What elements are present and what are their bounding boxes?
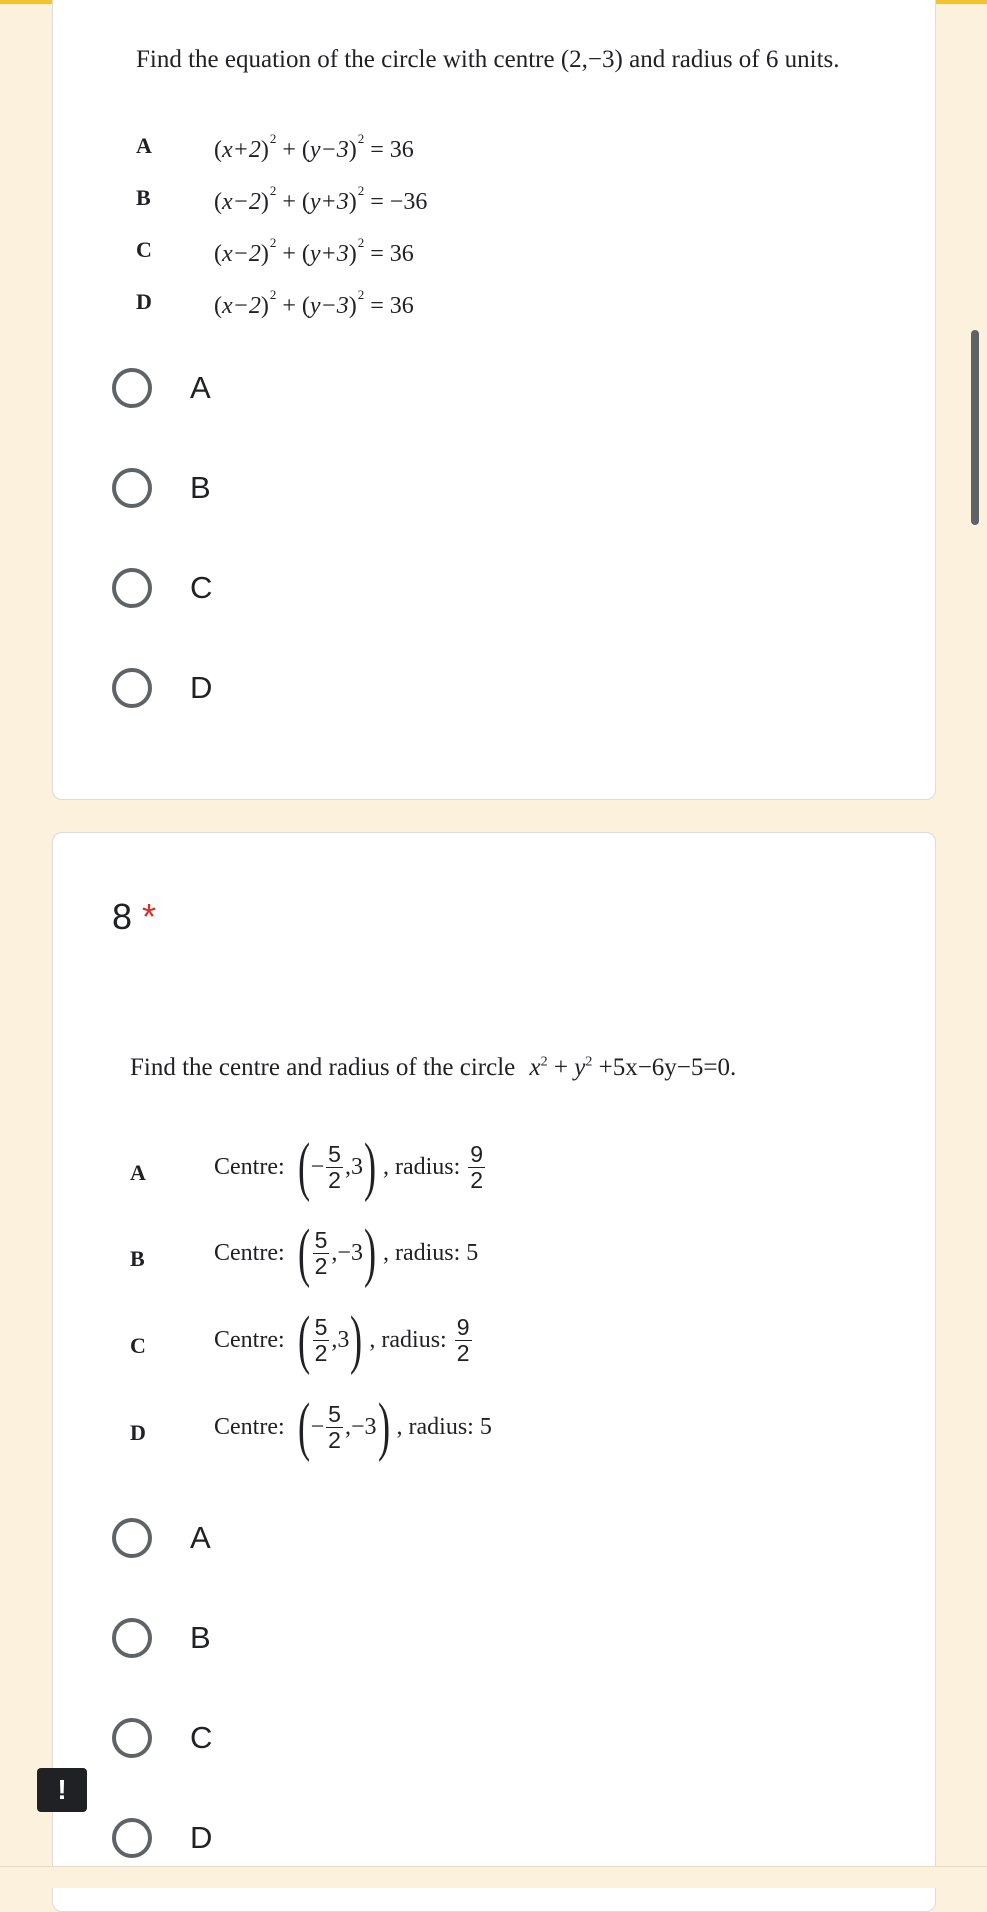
q8-option-b-content: Centre: ( $\frac{5}{2}$ ,−3 ) , radius: 5 [214, 1216, 479, 1289]
q8-option-c-content: Centre: ( $\frac{5}{2}$ ,3 ) , radius: $\frac{9}{2}$ [214, 1303, 470, 1376]
question-7-text-suffix: and radius of 6 units. [629, 46, 840, 73]
q7-radio-a[interactable] [112, 362, 211, 414]
q7-option-letter-b: B [136, 185, 151, 210]
radio-label: C [190, 1720, 213, 1755]
question-7-text [136, 46, 840, 74]
radio-circle-icon[interactable] [112, 568, 152, 608]
q7-radio-b[interactable] [112, 462, 211, 514]
radio-label: A [190, 1520, 211, 1555]
q8-radio-c[interactable] [112, 1712, 212, 1764]
q8-radio-b[interactable] [112, 1612, 211, 1664]
radio-circle-icon[interactable] [112, 1718, 152, 1758]
question-7-text-prefix: Find the equation of the circle with centre [136, 46, 555, 73]
radio-label: C [190, 570, 213, 605]
radio-circle-icon[interactable] [112, 1818, 152, 1858]
question-7-centre: (2,−3) [560, 46, 623, 73]
scrollbar-thumb[interactable] [971, 330, 979, 525]
radio-label: D [190, 670, 213, 705]
alert-icon[interactable]: ! [37, 1768, 87, 1812]
q7-option-b-equation: $(x-2)^2 + (y+3)^2 = -36$ [214, 183, 428, 215]
q7-radio-c[interactable] [112, 562, 212, 614]
q8-option-a-content: Centre: ( − $\frac{5}{2}$ ,3 ) , radius: $\frac{9}{2}$ [214, 1130, 484, 1203]
q7-option-letter-c: C [136, 237, 152, 262]
required-marker: * [142, 896, 157, 937]
question-number: 8 * [112, 896, 157, 937]
radio-circle-icon[interactable] [112, 1518, 152, 1558]
radio-circle-icon[interactable] [112, 668, 152, 708]
radio-label: B [190, 470, 211, 505]
q8-radio-d[interactable] [112, 1812, 212, 1864]
radio-circle-icon[interactable] [112, 368, 152, 408]
q8-option-letter-d: D [130, 1420, 146, 1445]
radio-circle-icon[interactable] [112, 468, 152, 508]
q7-option-d-equation: $(x-2)^2 + (y-3)^2 = 36$ [214, 287, 414, 319]
radio-label: D [190, 1820, 213, 1855]
radio-label: B [190, 1620, 211, 1655]
q8-option-d-content: Centre: ( − $\frac{5}{2}$ ,−3 ) , radius: 5 [214, 1390, 492, 1463]
q7-option-c-equation: $(x-2)^2 + (y+3)^2 = 36$ [214, 235, 414, 267]
q7-radio-d[interactable] [112, 662, 212, 714]
q8-option-letter-b: B [130, 1246, 145, 1271]
radio-circle-icon[interactable] [112, 1618, 152, 1658]
q8-radio-a[interactable] [112, 1512, 211, 1564]
q7-option-letter-a: A [136, 133, 152, 158]
bottom-bar [0, 1866, 987, 1888]
q7-option-a-equation: $(x+2)^2 + (y-3)^2 = 36$ [214, 131, 414, 163]
question-8-text [130, 1054, 736, 1082]
question-8-text-prefix: Find the centre and radius of the circle [130, 1054, 516, 1081]
q7-option-letter-d: D [136, 289, 152, 314]
radio-label: A [190, 370, 211, 405]
q8-option-letter-c: C [130, 1333, 146, 1358]
q8-option-letter-a: A [130, 1160, 146, 1185]
question-8-equation: $x^2 + y^2 +5x-6y-5=0$. [529, 1054, 737, 1081]
